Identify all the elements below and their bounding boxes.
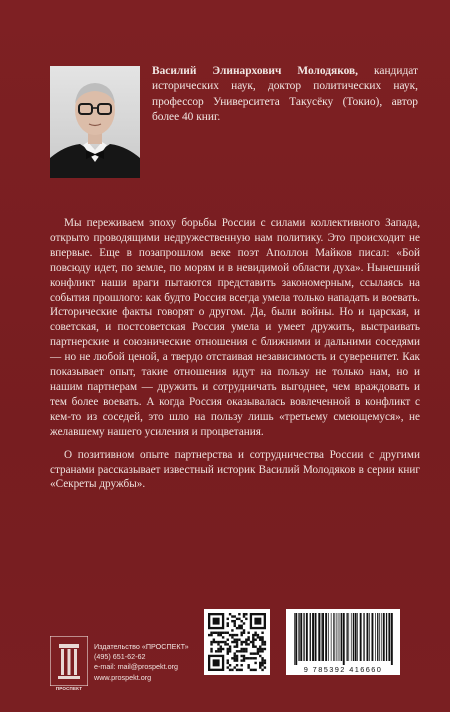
publisher-website: www.prospekt.org bbox=[94, 672, 152, 682]
author-photo bbox=[50, 66, 140, 178]
author-name: Василий Элинархович Молодяков, bbox=[152, 65, 359, 77]
publisher-email: e-mail: mail@prospekt.org bbox=[94, 662, 178, 672]
barcode-number: 9 785392 416660 bbox=[303, 665, 383, 674]
author-description: кандидат исторических наук, доктор политических наук, профессор Университета Такусёку (Токио), автор более 40 книг. bbox=[152, 65, 418, 123]
publisher-name: Издательство «ПРОСПЕКТ» bbox=[94, 642, 189, 651]
isbn-barcode bbox=[286, 609, 400, 675]
publisher-contacts bbox=[94, 642, 189, 683]
publisher-phone: (495) 651-62-62 bbox=[94, 652, 146, 662]
annotation-paragraph: О позитивном опыте партнерства и сотрудничества России с другими странами рассказывает известный историк Василий Молодяков в серии книг «Секреты дружбы». bbox=[50, 448, 420, 491]
barcode-icon bbox=[286, 609, 400, 665]
logo-label: ПРОСПЕКТ bbox=[55, 686, 83, 691]
author-bio bbox=[152, 64, 418, 125]
qr-code-icon bbox=[204, 609, 270, 675]
prospekt-logo-icon bbox=[50, 636, 88, 692]
annotation-paragraph: Мы переживаем эпоху борьбы России с силами коллективного Запада, открыто проводящими недружественную нам политику. Это происходит не впервые. Еще в позапрошлом веке поэт Аполлон Майков писал: «Бой повсюду идет, по земле, по морям и в невидимой области духа». Нынешний конфликт наши враги пытаются представить закономерным, ссылаясь на события прошлого: как будто Россия всегда умела только нападать и воевать. Исторические факты говорят о другом. Да, были войны. Но и царская, и советская, и постсоветская Россия умела и умеет дружить, выстраивать партнерские и союзнические отношения с ближними и дальними соседями — но не любой ценой, а твердо отстаивая независимость и суверенитет. Как показывает опыт, такие отношения идут на пользу не только нам, но и нашим партнерам — дружить и сотрудничать выгоднее, чем враждовать и тем более воевать. А когда Россия оказывалась вовлеченной в конфликт с кем-то из соседей, это шло на пользу лишь «третьему смеющемуся», не желавшему нашего усиления и процветания. bbox=[50, 217, 420, 438]
book-annotation bbox=[50, 216, 420, 492]
